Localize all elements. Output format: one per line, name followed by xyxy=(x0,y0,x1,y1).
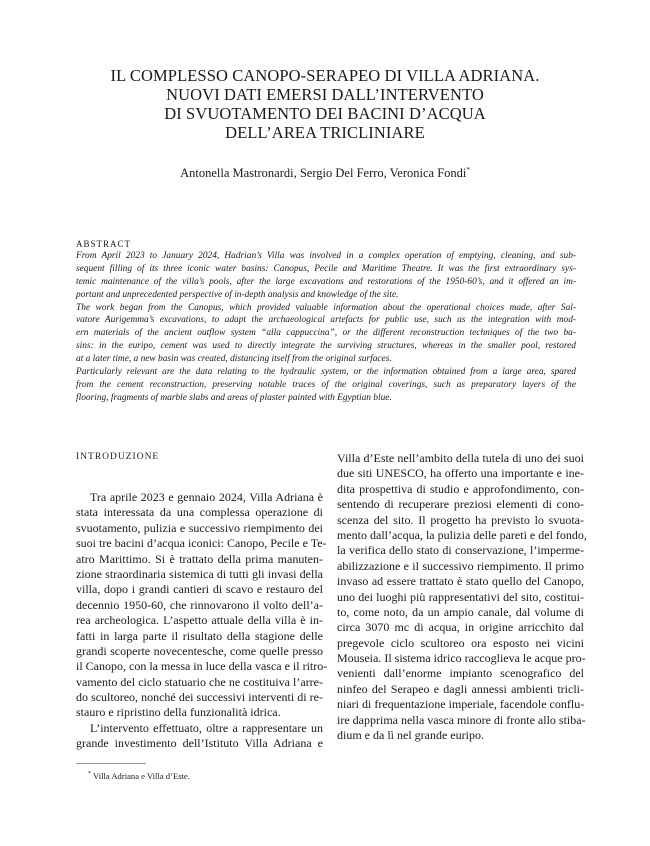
body-line: stata interessata da una complessa operazione di xyxy=(76,505,323,520)
abstract-line: flooring, fragments of marble slabs and areas of plaster painted with Egyptian blue. xyxy=(76,392,392,403)
body-line: stauro e ripristino della funzionalità idrica. xyxy=(76,705,281,720)
body-line: to, come noto, da un ampio canale, dal volume di xyxy=(337,604,584,619)
footnote-separator xyxy=(76,763,146,764)
abstract-line: temic maintenance of the villa’s pools, after the large excavations and restorations of the 1950-60’s, and it offered an im- xyxy=(76,276,576,287)
title-line: IL COMPLESSO CANOPO-SERAPEO DI VILLA ADRIANA. xyxy=(110,66,540,85)
body-line: zione straordinaria sistemica di tutti gli invasi della xyxy=(76,566,323,581)
abstract-line: ern materials of the ancient outflow system “alla cappuccina”, or the different reconstruction techniques of the two ba- xyxy=(76,328,576,339)
title-line: NUOVI DATI EMERSI DALL’INTERVENTO xyxy=(166,85,484,104)
body-line: il Canopo, con la messa in luce della vasca e il ritro- xyxy=(76,659,328,674)
body-line: decennio 1950-60, che rinnovarono il volto dell’a- xyxy=(76,597,323,612)
article-title xyxy=(60,66,590,142)
abstract-line: Particularly relevant are the data relating to the hydraulic system, or the information obtained from a large area, spared xyxy=(76,367,576,378)
abstract-line: From April 2023 to January 2024, Hadrian’s Villa was involved in a complex operation of emptying, cleaning, and sub- xyxy=(76,251,576,261)
body-line: grandi scoperte novecentesche, come quelle presso xyxy=(76,643,323,658)
body-line: circa 3070 mc di acqua, in origine arricchito dal xyxy=(337,620,584,635)
authors-text: Antonella Mastronardi, Sergio Del Ferro, Veronica Fondi xyxy=(180,166,467,181)
author-list xyxy=(60,166,590,181)
body-column-right xyxy=(337,451,587,743)
author-footnote-mark: * xyxy=(466,166,470,174)
footnote-text: Villa Adriana e Villa d’Este. xyxy=(93,771,190,781)
body-line: scenza del sito. Il progetto ha previsto lo svuota- xyxy=(337,512,584,527)
footnote-mark: * xyxy=(88,771,91,778)
title-line: DI SVUOTAMENTO DEI BACINI D’ACQUA xyxy=(164,104,486,123)
section-heading-introduzione: INTRODUZIONE xyxy=(76,452,160,462)
body-column-left xyxy=(76,452,328,752)
footnote xyxy=(88,771,190,781)
abstract-heading: ABSTRACT xyxy=(76,239,132,249)
body-line: invaso ad essere trattato è stato quello del Canopo, xyxy=(337,574,584,589)
body-line: ire dapprima nella vasca minore di fronte allo stiba- xyxy=(337,712,586,727)
body-line: niari di frequentazione imperiale, facendole conflu- xyxy=(337,697,585,712)
abstract-line: from the cement reconstruction, preserving notable traces of the original coverings, such as preparatory layers of the xyxy=(76,379,576,390)
title-line: DELL’AREA TRICLINIARE xyxy=(225,123,425,142)
body-line: atro Marittimo. Si è trattato della prima manuten- xyxy=(76,551,323,566)
abstract-line: The work began from the Canopus, which provided valuable information about the operational choices made, after Sal- xyxy=(76,302,576,313)
body-line: L’intervento effettuato, oltre a rappresentare un xyxy=(90,720,323,735)
body-line: ninfeo del Serapeo e dagli annessi ambienti tricli- xyxy=(337,681,584,696)
abstract-line: sequent filling of its three iconic water basins: Canopus, Pecile and Maritime Theatre. It was the first extraordinary sys- xyxy=(76,263,576,274)
abstract-line: vatore Aurigemma’s excavations, to adapt the archaeological artefacts for public use, such as the integration with mod- xyxy=(76,315,576,326)
body-line: pregevole ciclo scultoreo ora esposto nei vicini xyxy=(337,635,584,650)
body-line: Mouseia. Il sistema idrico raccoglieva le acque pro- xyxy=(337,651,586,666)
body-line: fatti in larga parte il risultato della stagione delle xyxy=(76,628,323,643)
body-line: la verifica dello stato di conservazione, l’imperme- xyxy=(337,543,584,558)
body-line: rea archeologica. L’aspetto attuale della villa è in- xyxy=(76,613,323,628)
body-line: Villa d’Este nell’ambito della tutela di uno dei suoi xyxy=(337,451,584,465)
abstract-block xyxy=(76,239,576,405)
body-line: dium e da lì nel grande euripo. xyxy=(337,728,484,743)
body-line: abilizzazione e il successivo riempimento. Il primo xyxy=(337,558,584,573)
body-line: venienti dall’enorme impianto scenografico del xyxy=(337,666,584,681)
body-line: suoi tre bacini d’acqua iconici: Canopo, Pecile e Te- xyxy=(76,536,327,551)
body-line: uno dei luoghi più rappresentativi del sito, costitui- xyxy=(337,589,584,604)
body-line: svuotamento, pulizia e successivo riempimento dei xyxy=(76,520,323,535)
body-line: mento dall’acqua, la pulizia delle pareti e del fondo, xyxy=(337,527,587,542)
abstract-line: portant and unprecedented perspective of in-depth analysis and knowledge of the site. xyxy=(76,289,399,300)
body-line: do scultoreo, nonché dei successivi interventi di re- xyxy=(76,690,323,705)
body-line: Tra aprile 2023 e gennaio 2024, Villa Adriana è xyxy=(90,490,323,504)
body-line: sentendo di recuperare preziosi elementi di cono- xyxy=(337,497,584,512)
abstract-line: at a later time, a new basin was created, distancing itself from the original surfaces. xyxy=(76,354,392,365)
body-line: grande investimento dell’Istituto Villa Adriana e xyxy=(76,736,323,751)
abstract-line: sins: in the euripo, cement was used to directly integrate the surviving structures, whereas in the smaller pool, restored xyxy=(76,341,576,352)
body-line: due siti UNESCO, ha offerto una importante e ine- xyxy=(337,466,584,481)
body-line: villa, dopo i grandi cantieri di scavo e restauro del xyxy=(76,582,323,597)
body-line: vamento del ciclo statuario che ne costituiva l’arre- xyxy=(76,674,323,689)
body-line: dita prospettiva di studio e approfondimento, con- xyxy=(337,481,584,496)
